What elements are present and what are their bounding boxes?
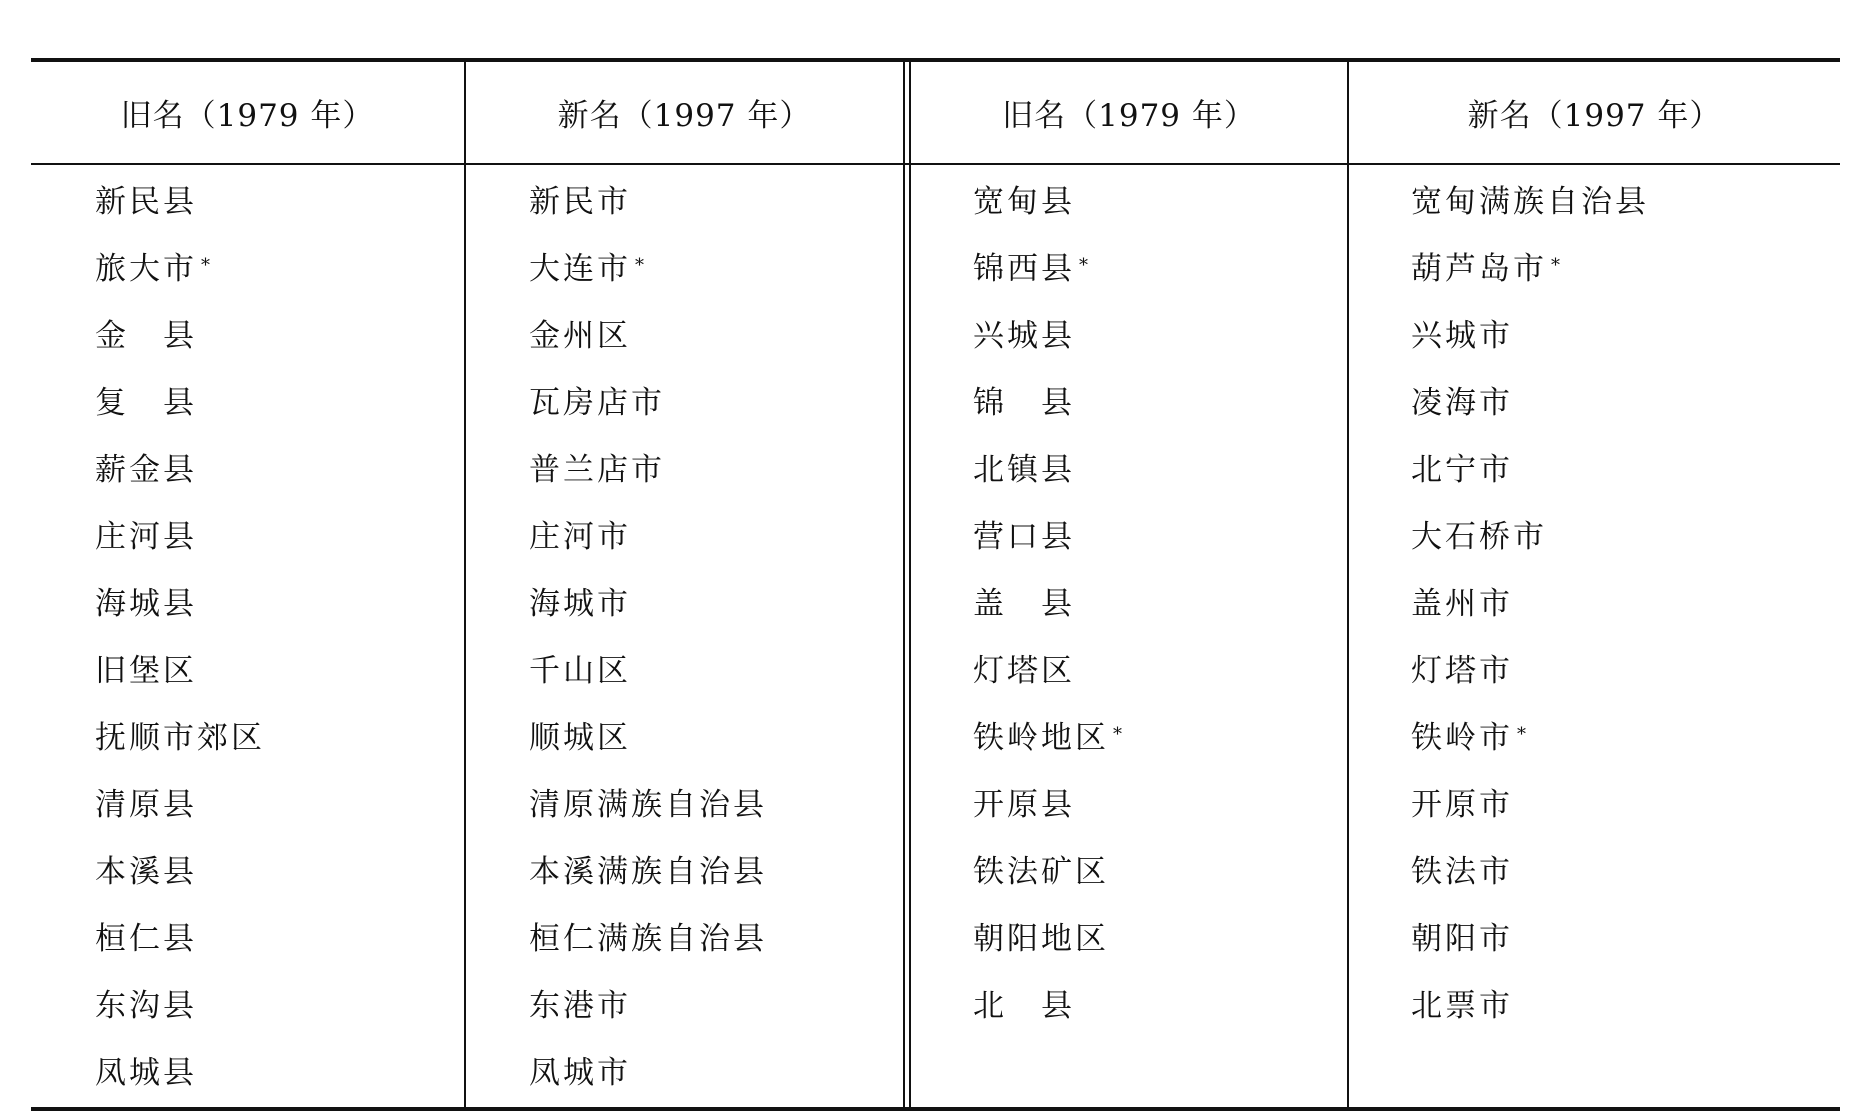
new-name-cell: 灯塔市 [1411, 653, 1513, 689]
table-header-row [31, 62, 1840, 165]
old-name-cell: 凤城县 [95, 1055, 197, 1091]
new-name-cell: 朝阳市 [1411, 921, 1513, 957]
column-old-name-right [973, 165, 1122, 1036]
new-name-cell: 凤城市 [529, 1055, 631, 1091]
old-name-cell: 朝阳地区 [973, 921, 1109, 957]
new-name-cell: 新民市 [529, 184, 631, 220]
new-name-cell: 宽甸满族自治县 [1411, 184, 1649, 220]
footnote-asterisk: * [1551, 255, 1560, 276]
column-old-name-left [95, 165, 265, 1103]
old-name-cell: 盖 县 [973, 586, 1075, 622]
old-name-cell: 兴城县 [973, 318, 1075, 354]
column-new-name-left [529, 165, 767, 1103]
header-old-name-left: 旧名（1979 年） [120, 98, 375, 134]
new-name-cell: 金州区 [529, 318, 631, 354]
new-name-cell: 兴城市 [1411, 318, 1513, 354]
new-name-cell: 东港市 [529, 988, 631, 1024]
footnote-asterisk: * [1517, 724, 1526, 745]
old-name-cell: 铁法矿区 [973, 854, 1109, 890]
footnote-asterisk: * [201, 255, 210, 276]
new-name-cell: 铁岭市 * [1411, 720, 1526, 756]
old-name-cell: 庄河县 [95, 519, 197, 555]
header-old-name-right: 旧名（1979 年） [1002, 98, 1256, 134]
new-name-cell: 凌海市 [1411, 385, 1513, 421]
old-name-cell: 金 县 [95, 318, 197, 354]
new-name-cell: 庄河市 [529, 519, 631, 555]
new-name-cell: 铁法市 [1411, 854, 1513, 890]
new-name-cell: 千山区 [529, 653, 631, 689]
old-name-cell: 旧堡区 [95, 653, 197, 689]
new-name-cell: 葫芦岛市 * [1411, 251, 1560, 287]
new-name-cell: 桓仁满族自治县 [529, 921, 767, 957]
old-name-cell: 复 县 [95, 385, 197, 421]
new-name-cell: 开原市 [1411, 787, 1513, 823]
old-name-cell: 旅大市 * [95, 251, 210, 287]
old-name-cell: 东沟县 [95, 988, 197, 1024]
old-name-cell: 桓仁县 [95, 921, 197, 957]
new-name-cell: 大石桥市 [1411, 519, 1547, 555]
header-new-name-left: 新名（1997 年） [557, 98, 812, 134]
old-name-cell: 锦 县 [973, 385, 1075, 421]
old-name-cell: 灯塔区 [973, 653, 1075, 689]
new-name-cell: 北宁市 [1411, 452, 1513, 488]
old-name-cell: 海城县 [95, 586, 197, 622]
old-name-cell: 宽甸县 [973, 184, 1075, 220]
old-name-cell: 营口县 [973, 519, 1075, 555]
old-name-cell: 开原县 [973, 787, 1075, 823]
old-name-cell: 新民县 [95, 184, 197, 220]
old-name-cell: 本溪县 [95, 854, 197, 890]
old-name-cell: 抚顺市郊区 [95, 720, 265, 756]
header-new-name-right: 新名（1997 年） [1467, 98, 1722, 134]
new-name-cell: 清原满族自治县 [529, 787, 767, 823]
footnote-asterisk: * [1079, 255, 1088, 276]
new-name-cell: 顺城区 [529, 720, 631, 756]
old-name-cell: 清原县 [95, 787, 197, 823]
column-new-name-right [1411, 165, 1649, 1036]
new-name-cell: 盖州市 [1411, 586, 1513, 622]
old-name-cell: 铁岭地区 * [973, 720, 1122, 756]
footnote-asterisk: * [635, 255, 644, 276]
new-name-cell: 海城市 [529, 586, 631, 622]
old-name-cell: 锦西县 * [973, 251, 1088, 287]
new-name-cell: 大连市 * [529, 251, 644, 287]
footnote-asterisk: * [1113, 724, 1122, 745]
old-name-cell: 北 县 [973, 988, 1075, 1024]
name-change-table [31, 58, 1840, 1111]
new-name-cell: 北票市 [1411, 988, 1513, 1024]
new-name-cell: 瓦房店市 [529, 385, 665, 421]
table-body [31, 165, 1840, 1105]
new-name-cell: 普兰店市 [529, 452, 665, 488]
new-name-cell: 本溪满族自治县 [529, 854, 767, 890]
old-name-cell: 北镇县 [973, 452, 1075, 488]
old-name-cell: 薪金县 [95, 452, 197, 488]
